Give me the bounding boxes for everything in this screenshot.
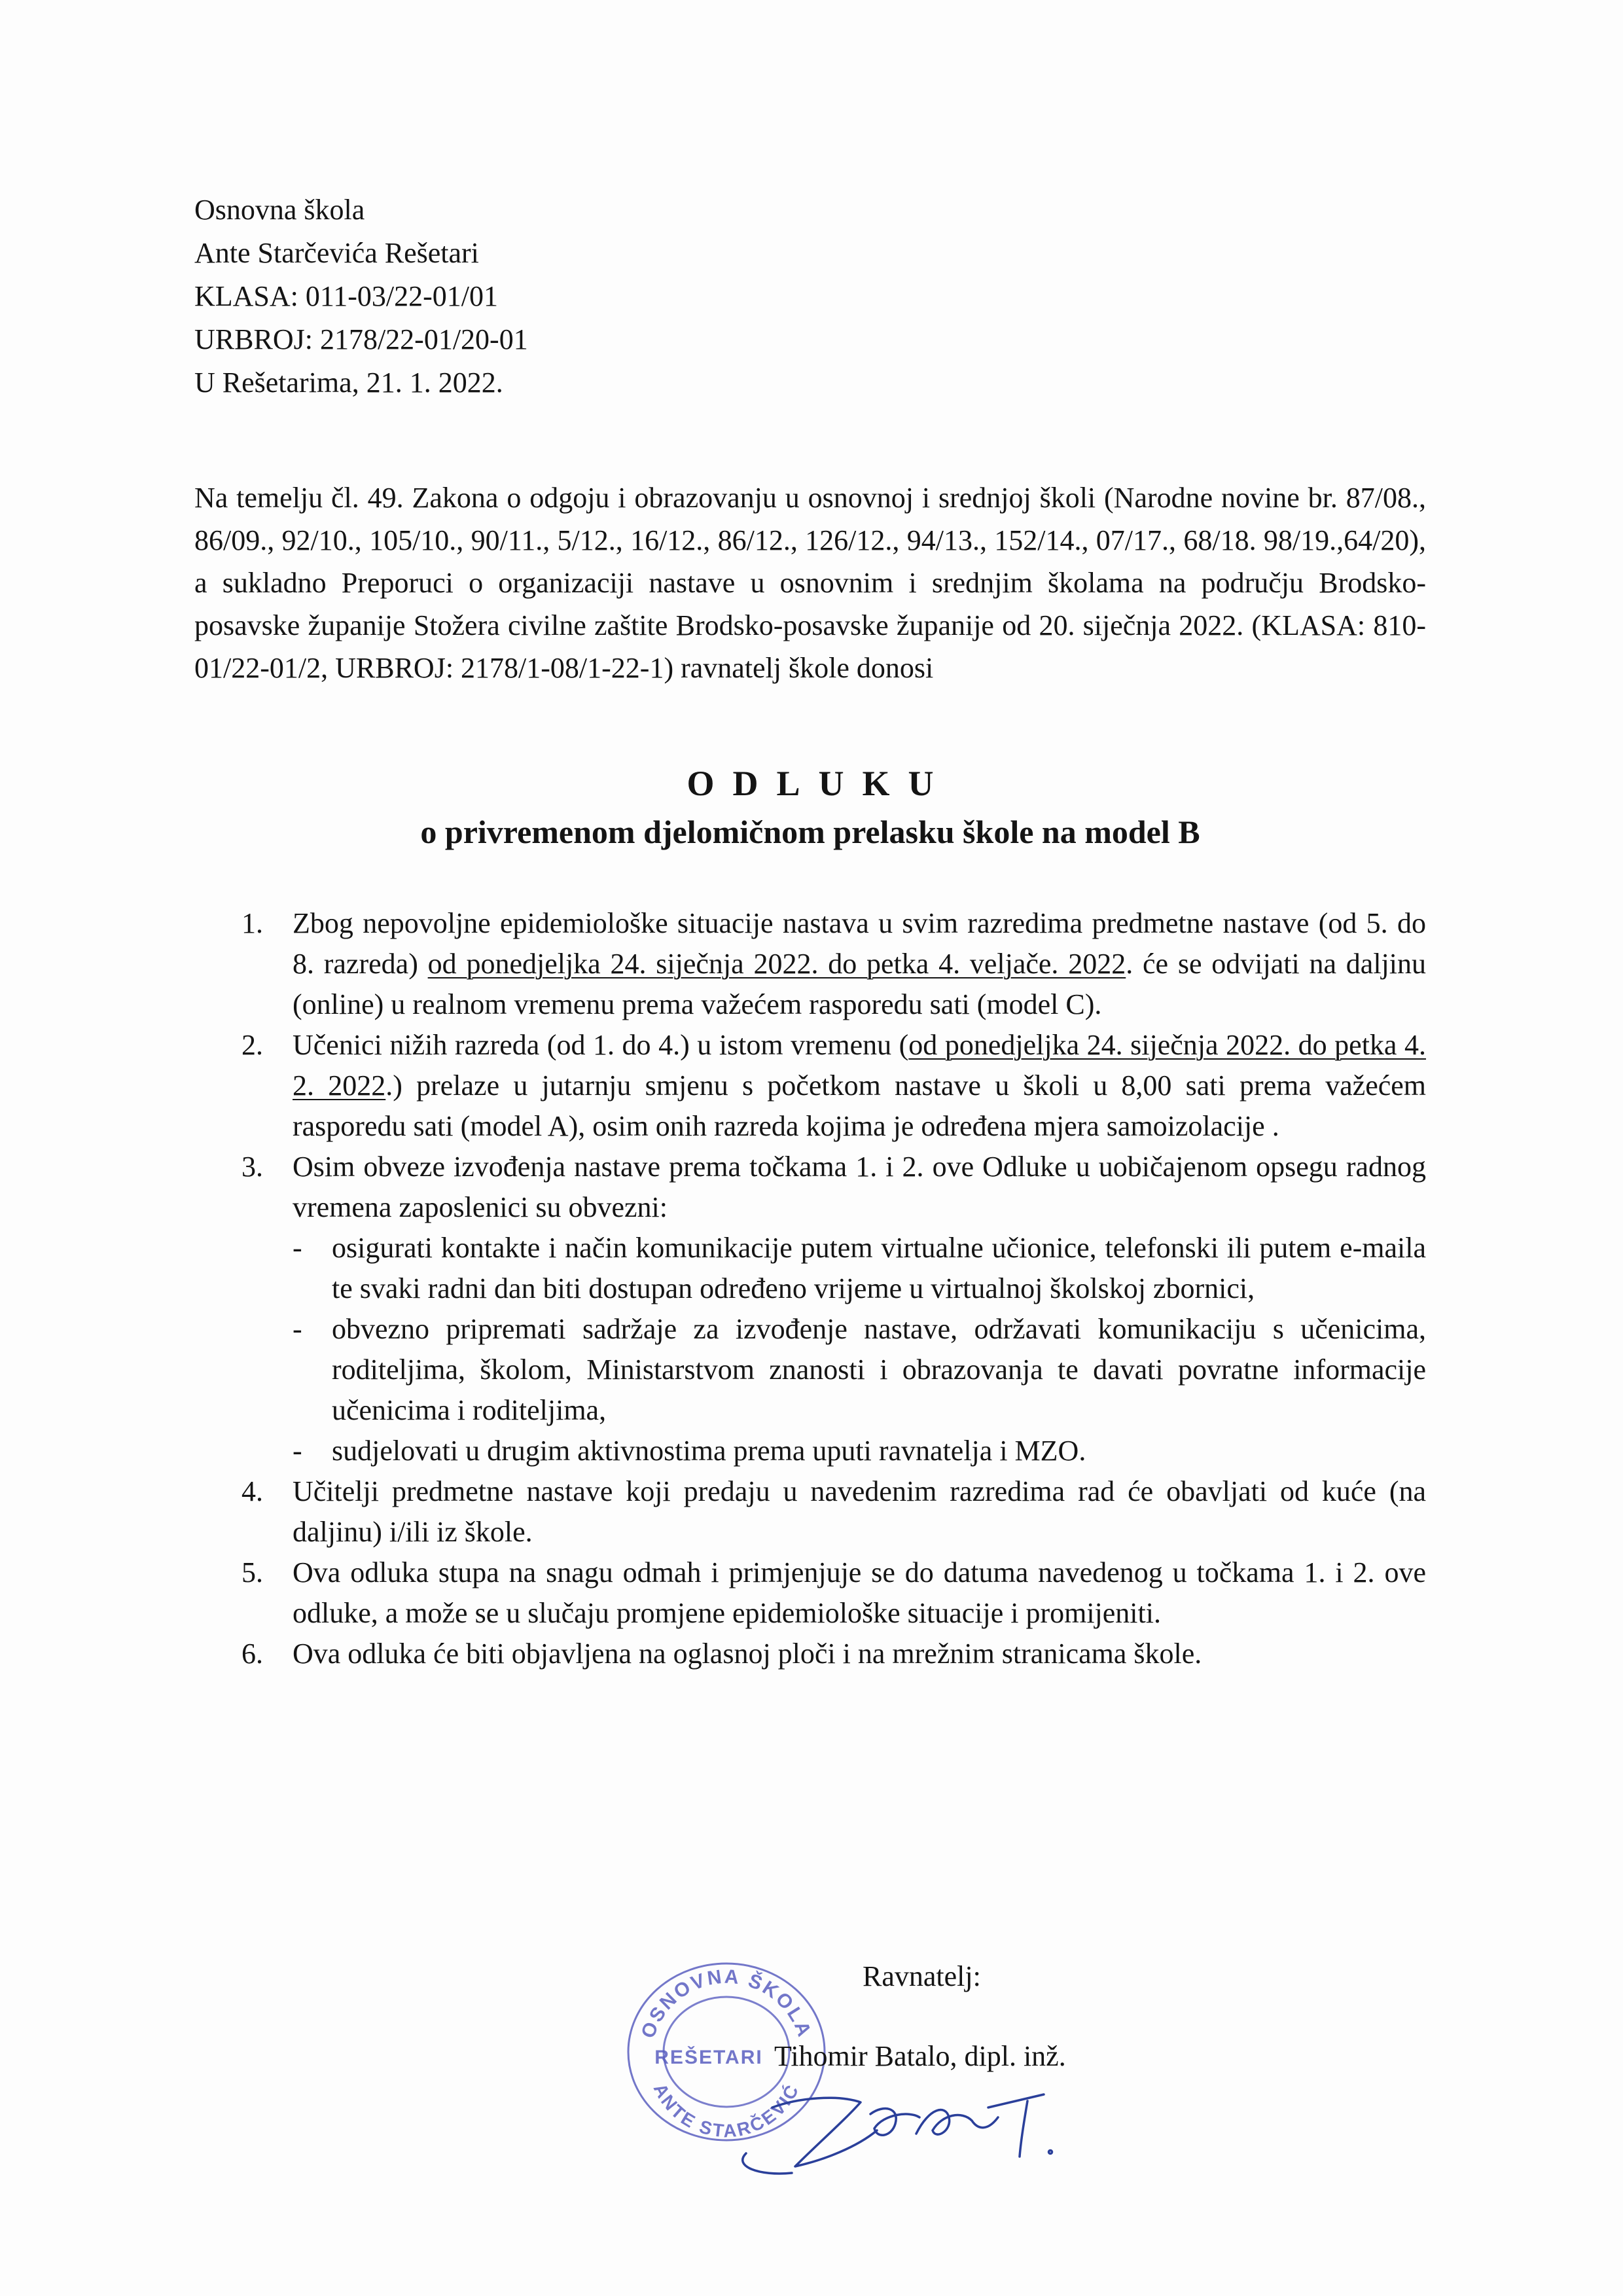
signatory-title: Ravnatelj: xyxy=(863,1960,981,1992)
list-item xyxy=(194,903,1426,1025)
item-number: 1. xyxy=(241,907,263,939)
svg-text:OSNOVNA ŠKOLA xyxy=(637,1966,816,2041)
item-text: Ova odluka će biti objavljena na oglasnoj ploči i na mrežnim stranicama škole. xyxy=(293,1638,1202,1670)
intro-paragraph xyxy=(194,476,1426,689)
obligation-item xyxy=(194,1228,1426,1309)
document-header xyxy=(194,188,528,404)
item-text: Učenici nižih razreda (od 1. do 4.) u istom vremenu ( xyxy=(293,1029,909,1061)
bullet-dash: - xyxy=(293,1435,302,1467)
signatory-name: Tihomir Batalo, dipl. inž. xyxy=(774,2040,1066,2072)
list-item xyxy=(194,1025,1426,1147)
obligation-text: obvezno pripremati sadržaje za izvođenje nastave, održavati komunikaciju s učenicima, roditeljima, školom, Ministarstvom znanosti i obrazovanja te davati povratne informacije učenicima i roditeljima, xyxy=(332,1313,1426,1426)
school-name-line2: Ante Starčevića Rešetari xyxy=(194,237,479,269)
item-number: 3. xyxy=(241,1151,263,1183)
list-item xyxy=(194,1552,1426,1634)
stamp-text-top: OSNOVNA ŠKOLA xyxy=(637,1965,816,2041)
item-text: . će se odvijati na daljinu (online) u realnom vremenu prema važećem rasporedu sati (model C). xyxy=(293,948,1427,1020)
item-number: 2. xyxy=(241,1029,263,1061)
title-main: ODLUKU xyxy=(687,764,952,803)
school-name-line1: Osnovna škola xyxy=(194,194,365,226)
item-text: Ova odluka stupa na snagu odmah i primjenjuje se do datuma navedenog u točkama 1. i 2. ove odluke, a može se u slučaju promjene epidemiološke situacije i promijeniti. xyxy=(293,1556,1426,1629)
item-text-underlined: od ponedjeljka 24. siječnja 2022. do petka 4. 2. 2022 xyxy=(293,1029,1426,1102)
obligation-text: sudjelovati u drugim aktivnostima prema uputi ravnatelja i MZO. xyxy=(332,1435,1086,1467)
klasa-number: KLASA: 011-03/22-01/01 xyxy=(194,280,499,312)
bullet-dash: - xyxy=(293,1313,302,1345)
decision-title xyxy=(194,759,1426,856)
item-text-underlined: od ponedjeljka 24. siječnja 2022. do petka 4. veljače. 2022 xyxy=(427,948,1126,980)
item-number: 6. xyxy=(241,1638,263,1670)
item-number: 4. xyxy=(241,1475,263,1507)
item-text: .) prelaze u jutarnju smjenu s početkom nastave u školi u 8,00 sati prema važećem rasporedu sati (model A), osim onih razreda kojima je određena mjera samoizolacije . xyxy=(293,1069,1427,1142)
obligation-text: osigurati kontakte i način komunikacije putem virtualne učionice, telefonski ili putem e-maila te svaki radni dan biti dostupan određeno vrijeme u virtualnoj školskoj zbornici, xyxy=(332,1232,1426,1304)
item-number: 5. xyxy=(241,1556,263,1588)
obligations-list xyxy=(194,1228,1426,1471)
list-item xyxy=(194,1634,1426,1674)
title-subtitle: o privremenom djelomičnom prelasku škole na model B xyxy=(420,814,1200,850)
list-item xyxy=(194,1471,1426,1552)
urbroj-number: URBROJ: 2178/22-01/20-01 xyxy=(194,323,528,355)
item-text: Zbog nepovoljne epidemiološke situacije nastava u svim razredima predmetne nastave (od 5. do 8. razreda) xyxy=(293,907,1426,980)
stamp-text-bottom: ANTE STARČEVIĆ xyxy=(649,2080,804,2142)
item-text: Osim obveze izvođenja nastave prema točkama 1. i 2. ove Odluke u uobičajenom opsegu radnog vremena zaposlenici su obvezni: xyxy=(293,1151,1426,1223)
obligation-item xyxy=(194,1309,1426,1431)
decision-items xyxy=(194,903,1426,1674)
bullet-dash: - xyxy=(293,1232,302,1264)
obligation-item xyxy=(194,1431,1426,1471)
stamp-text-center: REŠETARI xyxy=(654,2047,763,2068)
list-item xyxy=(194,1147,1426,1228)
intro-text: Na temelju čl. 49. Zakona o odgoju i obrazovanju u osnovnoj i srednjoj školi (Narodne novine br. 87/08., 86/09., 92/10., 105/10., 90/11., 5/12., 16/12., 86/12., 126/12., 94/13., 152/14., 07/17., 68/18. 98/19.,64/20), a sukladno Preporuci o organizaciji nastave u osnovnim i srednjim školama na području Brodsko-posavske županije Stožera civilne zaštite Brodsko-posavske županije od 20. siječnja 2022. (KLASA: 810-01/22-01/2, URBROJ: 2178/1-08/1-22-1) ravnatelj škole donosi xyxy=(194,482,1426,684)
item-text: Učitelji predmetne nastave koji predaju u navedenim razredima rad će obavljati od kuće (na daljinu) i/ili iz škole. xyxy=(293,1475,1426,1548)
place-and-date: U Rešetarima, 21. 1. 2022. xyxy=(194,367,503,399)
handwritten-signature-icon xyxy=(720,2068,1086,2179)
